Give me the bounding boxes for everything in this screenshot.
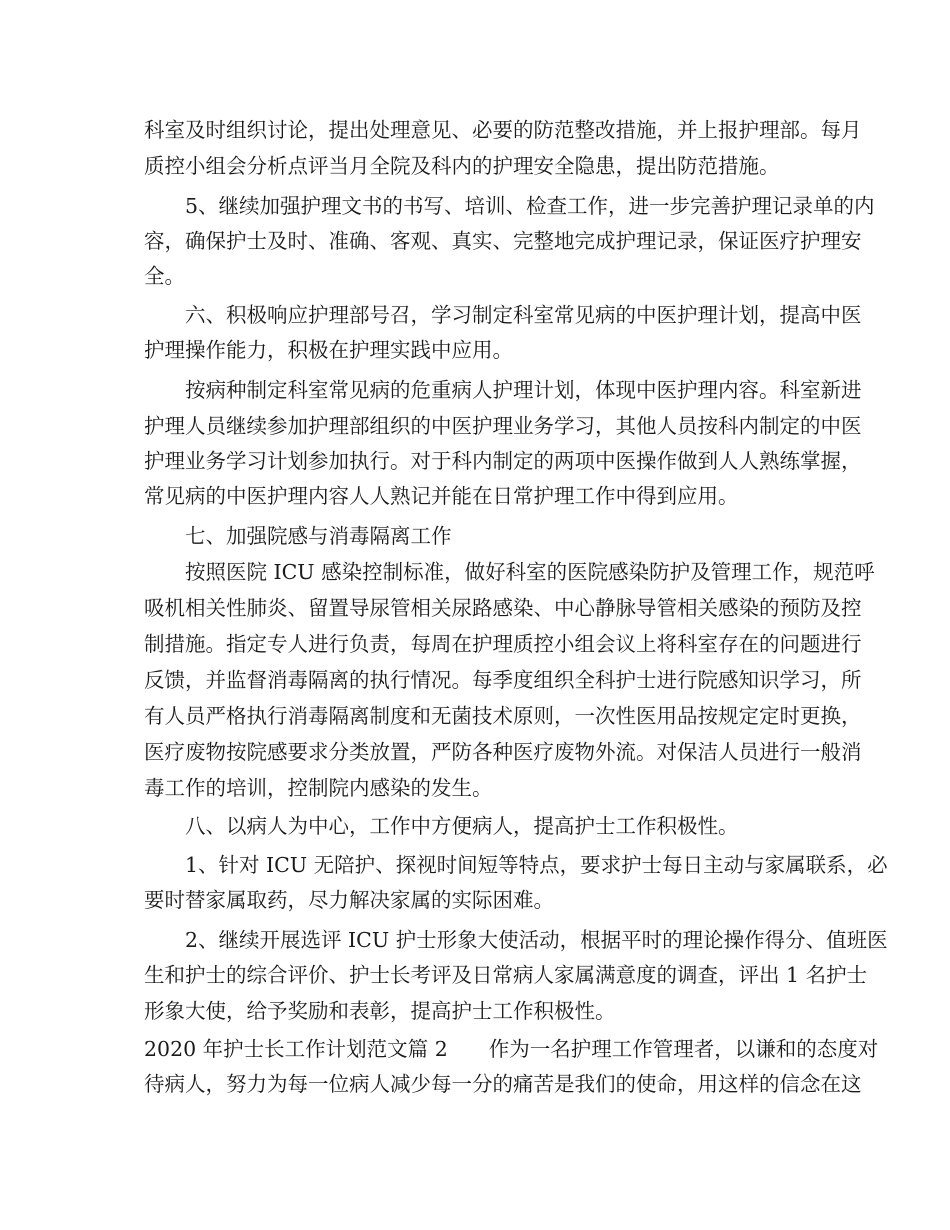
text-line: 护理操作能力，积极在护理实践中应用。: [144, 338, 513, 362]
text-line: 按照医院 ICU 感染控制标准，做好科室的医院感染防护及管理工作，规范呼: [185, 560, 875, 584]
text-line: 护理业务学习计划参加执行。对于科内制定的两项中医操作做到人人熟练掌握，: [144, 449, 862, 473]
text-line: 七、加强院感与消毒隔离工作: [185, 524, 452, 548]
text-line: 科室及时组织讨论，提出处理意见、必要的防范整改措施，并上报护理部。每月: [144, 118, 862, 142]
text-line: 常见病的中医护理内容人人熟记并能在日常护理工作中得到应用。: [144, 484, 739, 508]
text-line: 生和护士的综合评价、护士长考评及日常病人家属满意度的调查，评出 1 名护士: [144, 963, 868, 987]
text-line: 护理人员继续参加护理部组织的中医护理业务学习，其他人员按科内制定的中医: [144, 414, 862, 438]
text-line: 形象大使，给予奖励和表彰，提高护士工作积极性。: [144, 999, 616, 1023]
text-line: 要时替家属取药，尽力解决家属的实际困难。: [144, 888, 554, 912]
text-line: 按病种制定科室常见病的危重病人护理计划，体现中医护理内容。科室新进: [185, 378, 862, 402]
text-line: 5、继续加强护理文书的书写、培训、检查工作，进一步完善护理记录单的内: [185, 194, 875, 218]
text-line: 容，确保护士及时、准确、客观、真实、完整地完成护理记录，保证医疗护理安: [144, 229, 862, 253]
text-line: 毒工作的培训，控制院内感染的发生。: [144, 776, 493, 800]
text-line: 2020 年护士长工作计划范文篇 2 作为一名护理工作管理者，以谦和的态度对: [144, 1037, 879, 1061]
text-line: 六、积极响应护理部号召，学习制定科室常见病的中医护理计划，提高中医: [185, 303, 862, 327]
document-page: [144, 112, 888, 1112]
text-line: 制措施。指定专人进行负责，每周在护理质控小组会议上将科室存在的问题进行: [144, 632, 862, 656]
text-line: 待病人，努力为每一位病人减少每一分的痛苦是我们的使命，用这样的信念在这: [144, 1072, 862, 1096]
text-line: 八、以病人为中心，工作中方便病人，提高护士工作积极性。: [185, 814, 739, 838]
text-line: 质控小组会分析点评当月全院及科内的护理安全隐患，提出防范措施。: [144, 154, 780, 178]
text-line: 有人员严格执行消毒隔离制度和无菌技术原则，一次性医用品按规定定时更换，: [144, 704, 862, 728]
text-line: 反馈，并监督消毒隔离的执行情况。每季度组织全科护士进行院感知识学习，所: [144, 668, 862, 692]
text-line: 1、针对 ICU 无陪护、探视时间短等特点，要求护士每日主动与家属联系，必: [185, 853, 888, 877]
text-line: 全。: [144, 264, 185, 288]
text-line: 医疗废物按院感要求分类放置，严防各种医疗废物外流。对保洁人员进行一般消: [144, 740, 862, 764]
text-line: 吸机相关性肺炎、留置导尿管相关尿路感染、中心静脉导管相关感染的预防及控: [144, 596, 862, 620]
text-line: 2、继续开展选评 ICU 护士形象大使活动，根据平时的理论操作得分、值班医: [185, 928, 888, 952]
